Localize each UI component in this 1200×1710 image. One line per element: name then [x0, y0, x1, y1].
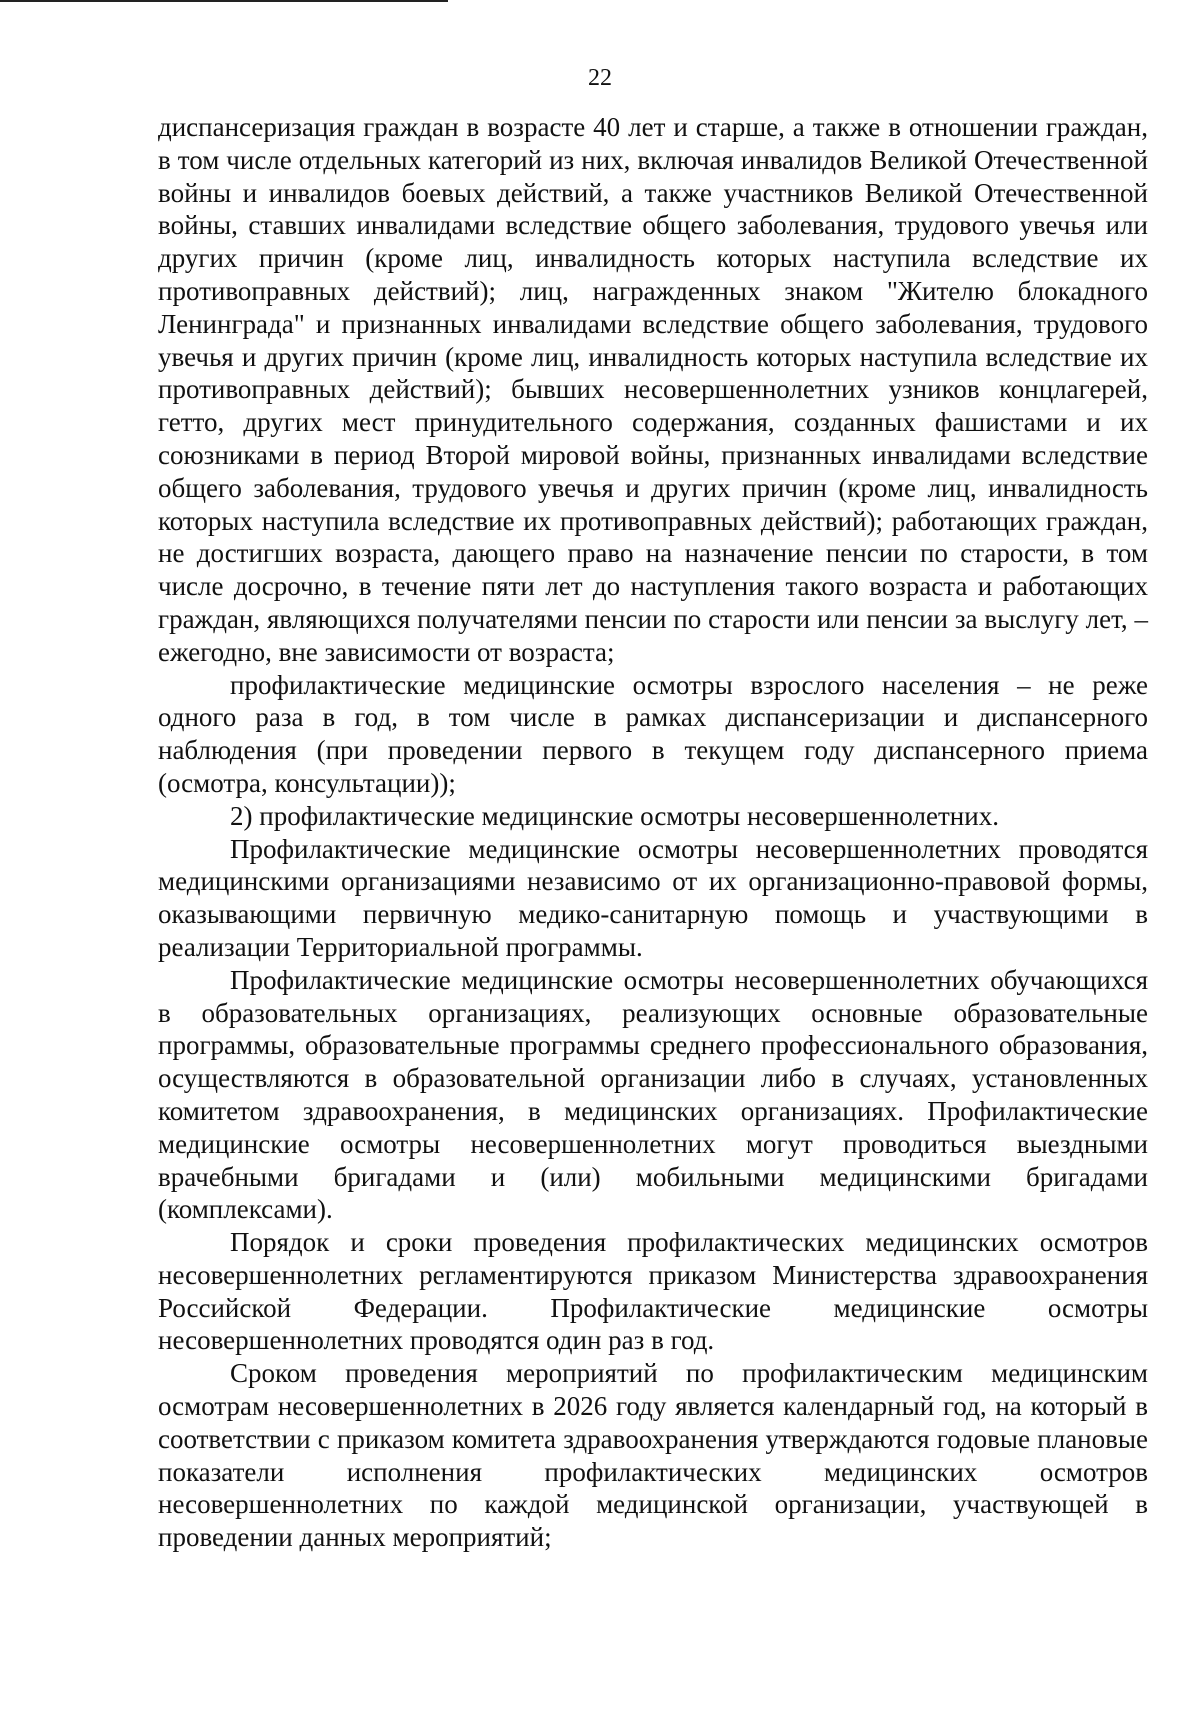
paragraph-minors-period-2026: Сроком проведения мероприятий по профилактическим медицинским осмотрам несовершеннолетних в 2026 году является календарный год, на который в соответствии с приказом комитета здравоохранения утверждаются годовые плановые показатели исполнения профилактических медицинских осмотров несовершеннолетних по каждой медицинской организации, участвующей в проведении данных мероприятий; — [158, 1358, 1148, 1553]
document-body — [158, 111, 1148, 1554]
paragraph-dispanserization-continued: диспансеризация граждан в возрасте 40 лет и старше, а также в отношении граждан, в том числе отдельных категорий из них, включая инвалидов Великой Отечественной войны и инвалидов боевых действий, а также участников Великой Отечественной войны, ставших инвалидами вследствие общего заболевания, трудового увечья или других причин (кроме лиц, инвалидность которых наступила вследствие их противоправных действий); лиц, награжденных знаком "Жителю блокадного Ленинграда" и признанных инвалидами вследствие общего заболевания, трудового увечья и других причин (кроме лиц, инвалидность которых наступила вследствие их противоправных действий); бывших несовершеннолетних узников концлагерей, гетто, других мест принудительного содержания, созданных фашистами и их союзниками в период Второй мировой войны, признанных инвалидами вследствие общего заболевания, трудового увечья и других причин (кроме лиц, инвалидность которых наступила вследствие их противоправных действий); работающих граждан, не достигших возраста, дающего право на назначение пенсии по старости, в том числе досрочно, в течение пяти лет до наступления такого возраста и работающих граждан, являющихся получателями пенсии по старости или пенсии за выслугу лет, – ежегодно, вне зависимости от возраста; — [158, 112, 1148, 667]
paragraph-adult-checkups: профилактические медицинские осмотры взрослого населения – не реже одного раза в год, в том числе в рамках диспансеризации и диспансерного наблюдения (при проведении первого в текущем году диспансерного приема (осмотра, консультации)); — [158, 669, 1148, 798]
page-number: 22 — [588, 65, 612, 91]
paragraph-minors-procedure: Порядок и сроки проведения профилактических медицинских осмотров несовершеннолетних регламентируются приказом Министерства здравоохранения Российской Федерации. Профилактические медицинские осмотры несовершеннолетних проводятся один раз в год. — [158, 1227, 1148, 1356]
paragraph-minors-students: Профилактические медицинские осмотры несовершеннолетних обучающихся в образовательных организациях, реализующих основные образовательные программы, образовательные программы среднего профессионального образования, осуществляются в образовательной организации либо в случаях, установленных комитетом здравоохранения, в медицинских организациях. Профилактические медицинские осмотры несовершеннолетних могут проводиться выездными врачебными бригадами и (или) мобильными медицинскими бригадами (комплексами). — [158, 964, 1148, 1225]
top-scan-rule — [0, 0, 448, 2]
paragraph-minors-list-item: 2) профилактические медицинские осмотры несовершеннолетних. — [230, 800, 999, 831]
paragraph-minors-organizations: Профилактические медицинские осмотры несовершеннолетних проводятся медицинскими организациями независимо от их организационно-правовой формы, оказывающими первичную медико-санитарную помощь и участвующими в реализации Территориальной программы. — [158, 833, 1148, 962]
